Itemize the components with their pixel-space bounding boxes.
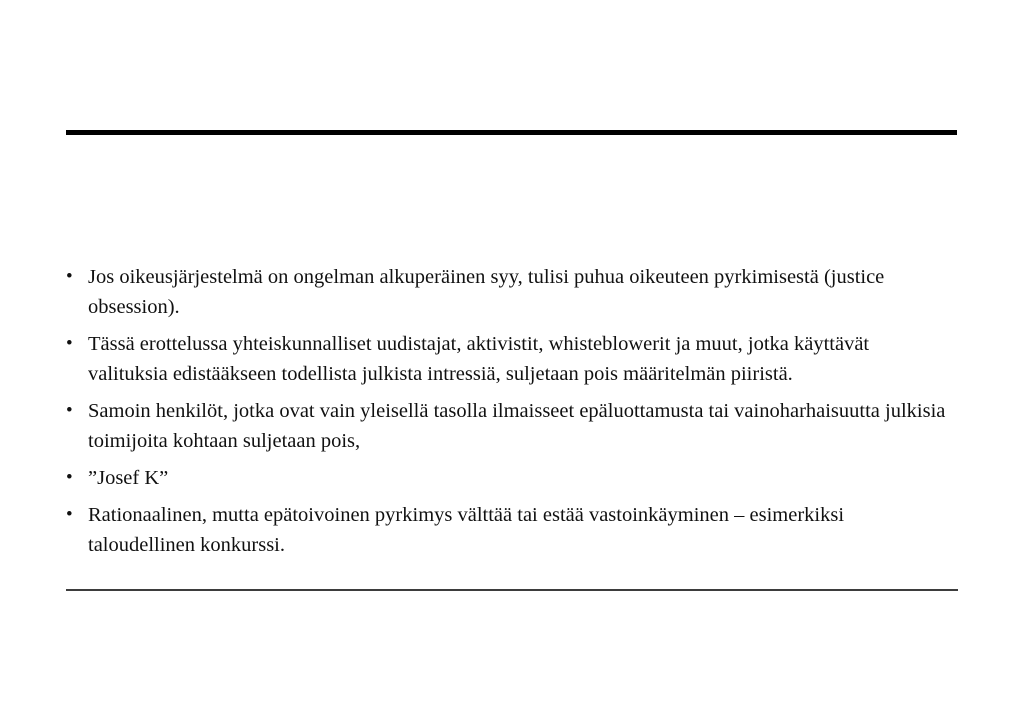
- top-rule: [66, 130, 957, 135]
- bullet-text: Samoin henkilöt, jotka ovat vain yleisellä tasolla ilmaisseet epäluottamusta tai vainoharhaisuutta julkisia toimijoita kohtaan suljetaan pois,: [88, 400, 946, 452]
- list-item: [66, 329, 950, 389]
- bullet-icon: •: [66, 400, 73, 421]
- list-item: [66, 262, 950, 322]
- bullet-text: Tässä erottelussa yhteiskunnalliset uudistajat, aktivistit, whisteblowerit ja muut, jotka käyttävät valituksia edistääkseen todellista julkista intressiä, suljetaan pois määritelmän piiristä.: [88, 333, 870, 385]
- bullet-icon: •: [66, 467, 73, 488]
- bottom-rule: [66, 589, 958, 591]
- bullet-list: [66, 262, 950, 567]
- list-item: [66, 500, 950, 560]
- bullet-text: ”Josef K”: [88, 467, 169, 489]
- list-item: [66, 396, 950, 456]
- bullet-text: Jos oikeusjärjestelmä on ongelman alkuperäinen syy, tulisi puhua oikeuteen pyrkimisestä (justice obsession).: [88, 266, 885, 318]
- bullet-icon: •: [66, 266, 73, 287]
- bullet-icon: •: [66, 504, 73, 525]
- bullet-icon: •: [66, 333, 73, 354]
- bullet-text: Rationaalinen, mutta epätoivoinen pyrkimys välttää tai estää vastoinkäyminen – esimerkiksi taloudellinen konkurssi.: [88, 504, 845, 556]
- list-item: [66, 463, 950, 493]
